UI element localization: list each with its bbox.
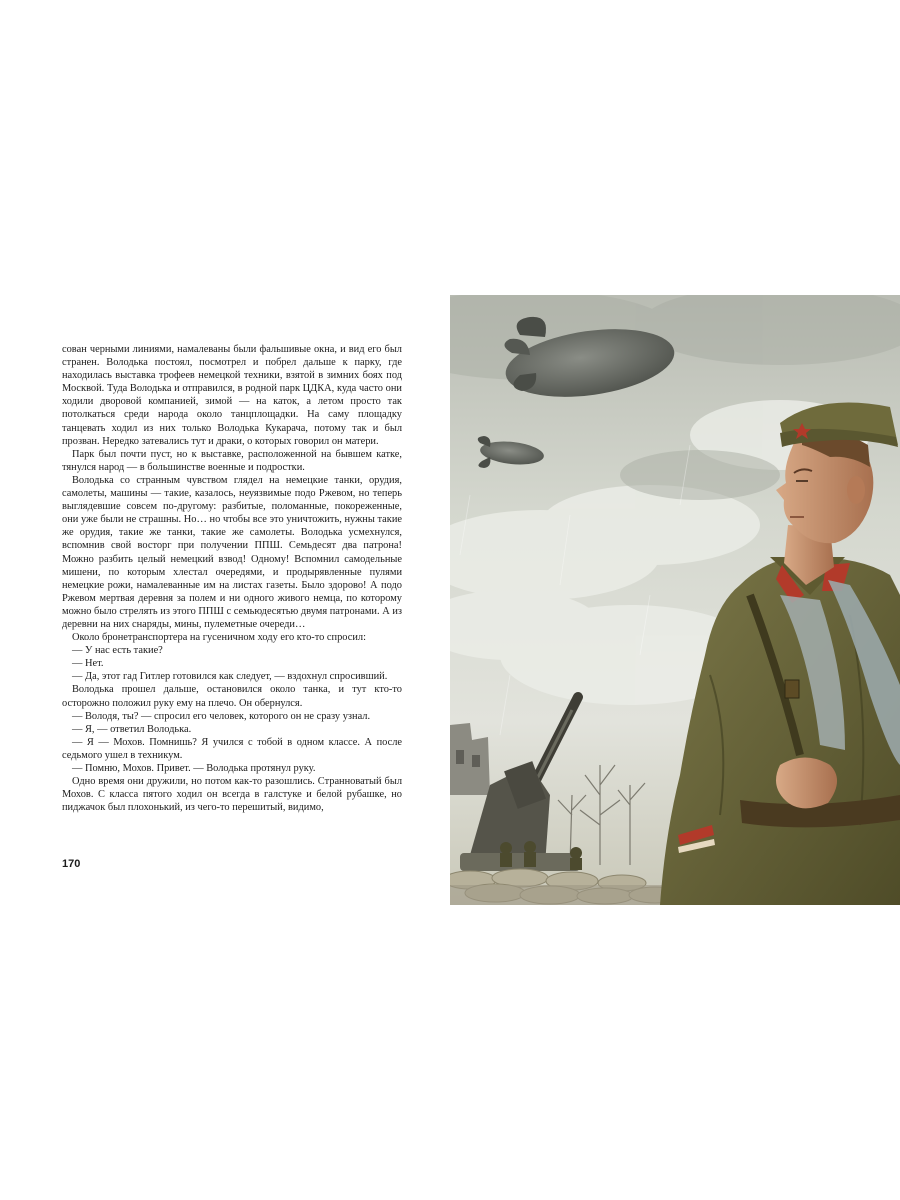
paragraph: — Помню, Мохов. Привет. — Володька протянул руку. [72,763,316,774]
paragraph: — Я — Мохов. Помнишь? Я учился с тобой в одном классе. А после седьмого ушел в техникум. [62,736,402,761]
paragraph: Одно время они дружили, но потом как-то разошлись. Странноватый был Мохов. С класса пятого ходил он всегда в галстуке и белой рубашке, но пиджачок был плохонький, из чего-то перешитый, видимо, [62,776,402,814]
illustration [450,295,900,905]
illustration-svg [450,295,900,905]
paragraph: Парк был почти пуст, но к выставке, расположенной на бывшем катке, тянулся народ — в большинстве военные и подростки. [62,448,402,473]
paragraph: Володька прошел дальше, остановился около танка, и тут кто-то осторожно положил руку ему на плечо. Он обернулся. [62,684,402,709]
body-text [62,343,402,814]
paragraph: Около бронетранспортера на гусеничном ходу его кто-то спросил: [72,632,367,644]
paragraph: Володька со странным чувством глядел на немецкие танки, орудия, самолеты, машины — такие, казалось, неуязвимые подо Ржевом, но теперь выглядевшие совсем по-другому: разбитые, поломанные, покореженные, они уже были не страшны. Но… но чтобы все это уничтожить, нужны такие же орудия, такие же танки, такие же самолеты. Володька усмехнулся, вспомнив свой восторг при получении ППШ. Семьдесят два патрона! Можно разбить целый немецкий взвод! Одному! Вспомнил самодельные мишени, по которым хлестал очередями, и продырявленные пулями немецкие рожи, намалеванные им на листах газеты. Было здорово! А подо Ржевом мертвая деревня за полем и ни одного живого немца, по которому можно было стрелять из этого ППШ с семьюдесятью двумя патронами. А из деревни на них снаряды, мины, пулеметные очереди… [62,474,402,630]
page-number: 170 [62,858,81,870]
paragraph: — Я, — ответил Володька. [72,723,192,735]
paragraph: сован черными линиями, намалеваны были фальшивые окна, и вид его был странен. Володька постоял, посмотрел и побрел дальше к парку, где находилась выставка трофеев немецкой техники, взятой в зимних боях под Москвой. Туда Володька и отправился, в родной парк ЦДКА, куда часто они ходили дворовой компанией, зимой — на каток, а летом просто так потолкаться среди народа около танцплощадки. На саму площадку танцевать ходил из них только Володька Кукарача, потому так и был прозван. Нередко затевались тут и драки, о которых говорил он матери. [62,344,402,447]
left-page [62,343,402,814]
paragraph: — У нас есть такие? [72,645,163,657]
paragraph: — Да, этот гад Гитлер готовился как следует, — вздохнул спросивший. [72,671,388,683]
paragraph: — Нет. [72,658,104,670]
paragraph: — Володя, ты? — спросил его человек, которого он не сразу узнал. [72,710,371,722]
